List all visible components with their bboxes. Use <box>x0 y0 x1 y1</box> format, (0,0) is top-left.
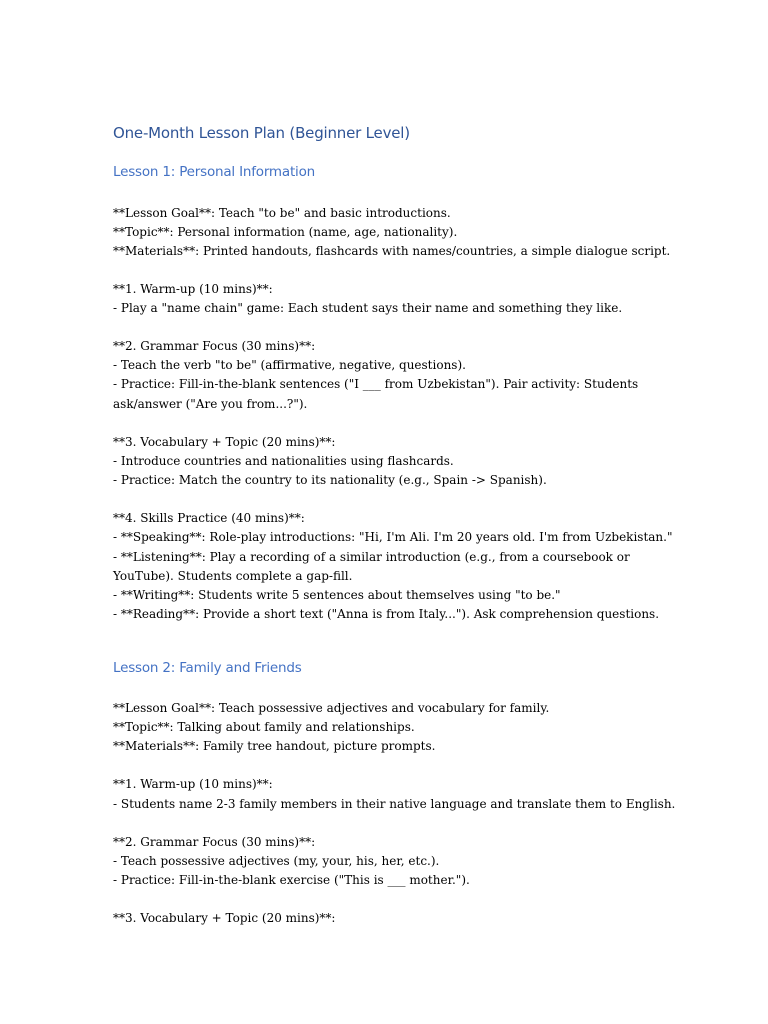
lesson-1-grammar-title: **2. Grammar Focus (30 mins)**: <box>113 339 316 353</box>
lesson-1-skills-item: - **Listening**: Play a recording of a similar introduction (e.g., from a coursebook or <box>113 550 630 564</box>
lesson-1-topic: **Topic**: Personal information (name, age, nationality). <box>113 225 458 239</box>
lesson-1-skills-item: - **Speaking**: Role-play introductions: "Hi, I'm Ali. I'm 20 years old. I'm from Uzbekistan." <box>113 530 673 544</box>
lesson-1-vocab-item: - Practice: Match the country to its nationality (e.g., Spain -> Spanish). <box>113 473 547 487</box>
lesson-1-grammar-item: - Teach the verb "to be" (affirmative, negative, questions). <box>113 358 466 372</box>
lesson-1-skills-item: - **Reading**: Provide a short text ("Anna is from Italy..."). Ask comprehension questions. <box>113 607 660 621</box>
lesson-1-grammar-item: - Practice: Fill-in-the-blank sentences ("I ___ from Uzbekistan"). Pair activity: Students <box>113 377 639 391</box>
lesson-2-heading: Lesson 2: Family and Friends <box>113 660 302 676</box>
lesson-1-goal: **Lesson Goal**: Teach "to be" and basic introductions. <box>113 206 451 220</box>
lesson-1-warmup-item: - Play a "name chain" game: Each student says their name and something they like. <box>113 301 623 315</box>
lesson-2-warmup-item: - Students name 2-3 family members in their native language and translate them to English. <box>113 797 676 811</box>
document-title: One-Month Lesson Plan (Beginner Level) <box>113 124 410 142</box>
lesson-1-vocab-title: **3. Vocabulary + Topic (20 mins)**: <box>113 435 336 449</box>
lesson-1-materials: **Materials**: Printed handouts, flashcards with names/countries, a simple dialogue script. <box>113 244 671 258</box>
lesson-2-goal: **Lesson Goal**: Teach possessive adjectives and vocabulary for family. <box>113 701 550 715</box>
lesson-2-grammar-title: **2. Grammar Focus (30 mins)**: <box>113 835 316 849</box>
lesson-1-skills-item: YouTube). Students complete a gap-fill. <box>113 569 353 583</box>
lesson-2-topic: **Topic**: Talking about family and relationships. <box>113 720 415 734</box>
lesson-1-vocab-item: - Introduce countries and nationalities using flashcards. <box>113 454 454 468</box>
lesson-2-warmup-title: **1. Warm-up (10 mins)**: <box>113 777 273 791</box>
lesson-2-grammar-item: - Practice: Fill-in-the-blank exercise ("This is ___ mother."). <box>113 873 470 887</box>
lesson-1-skills-item: - **Writing**: Students write 5 sentences about themselves using "to be." <box>113 588 561 602</box>
lesson-2-grammar-item: - Teach possessive adjectives (my, your, his, her, etc.). <box>113 854 440 868</box>
lesson-1-warmup-title: **1. Warm-up (10 mins)**: <box>113 282 273 296</box>
lesson-2-materials: **Materials**: Family tree handout, picture prompts. <box>113 739 436 753</box>
lesson-1-skills-title: **4. Skills Practice (40 mins)**: <box>113 511 305 525</box>
lesson-1-grammar-item: ask/answer ("Are you from...?"). <box>113 397 308 411</box>
lesson-1-heading: Lesson 1: Personal Information <box>113 164 316 180</box>
lesson-2-vocab-title: **3. Vocabulary + Topic (20 mins)**: <box>113 911 336 925</box>
